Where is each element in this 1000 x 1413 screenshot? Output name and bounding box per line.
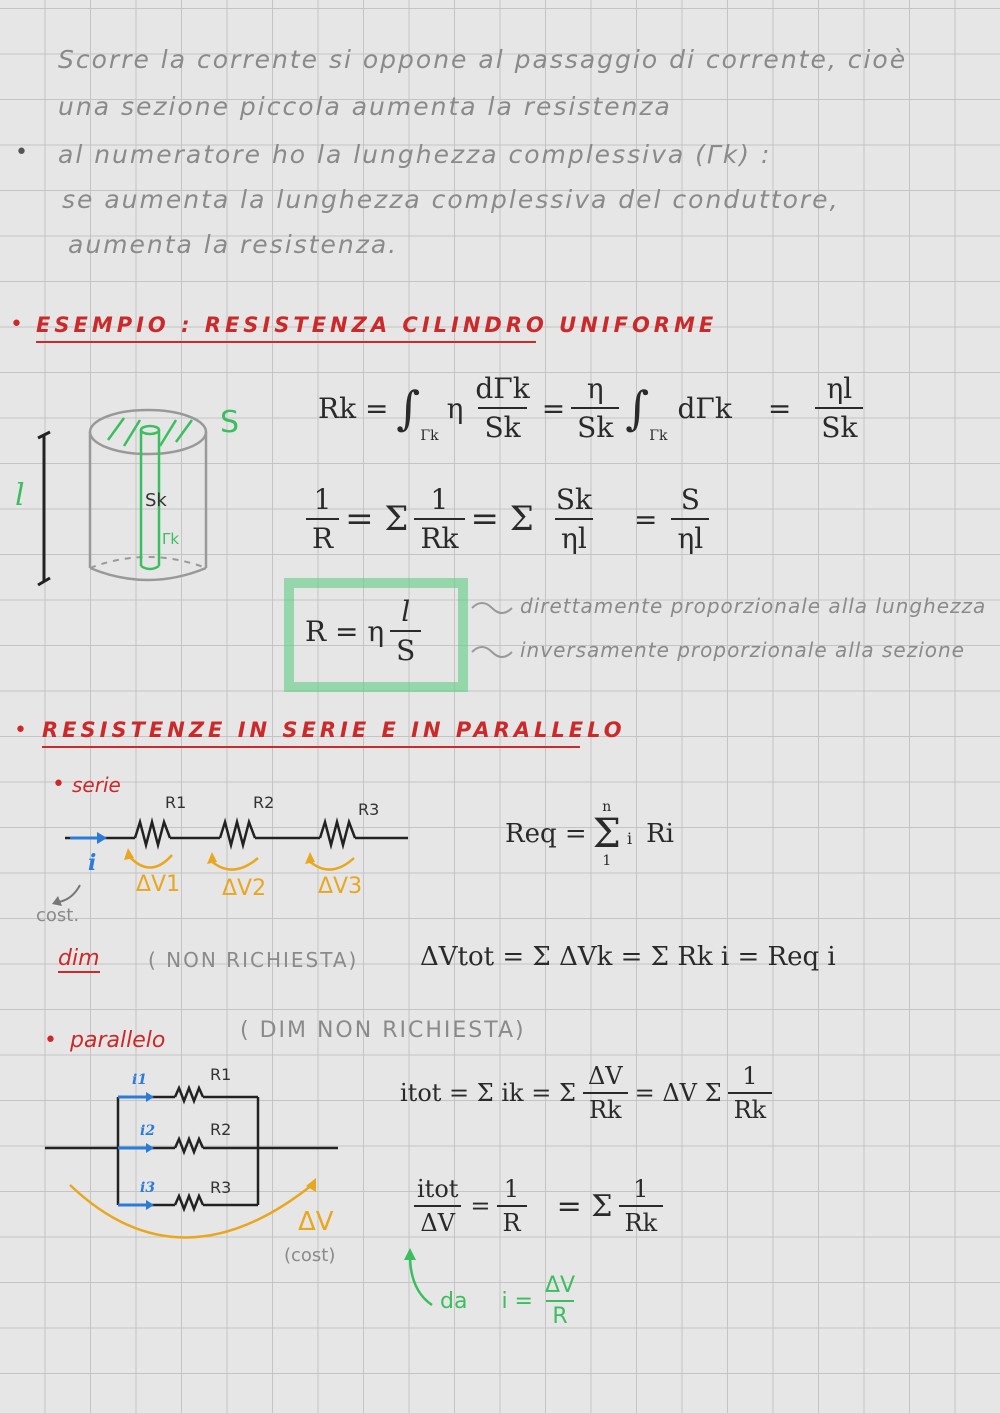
eq1-f2-den: Sk: [571, 407, 619, 444]
dim-note: ( NON RICHIESTA): [148, 948, 359, 972]
itot-f2-den: Rk: [728, 1092, 773, 1124]
serie-current: i: [88, 850, 97, 876]
req-rhs: Ri: [646, 819, 674, 849]
label-Gk: Γk: [162, 530, 180, 548]
da-num: ΔV: [545, 1273, 576, 1298]
annotation-inverse: inversamente proporzionale alla sezione: [520, 638, 965, 662]
eq1-int2-body: dΓk: [677, 391, 732, 425]
serie-r3: R3: [358, 800, 380, 819]
eq2-f1-num: 1: [313, 483, 332, 516]
sum-top: n: [602, 799, 612, 815]
annotation-direct: direttamente proporzionale alla lunghezza: [520, 594, 987, 618]
label-Sk: Sk: [145, 490, 167, 511]
eq2-f1-den: R: [306, 518, 339, 555]
label-S: S: [220, 405, 240, 440]
eq2-f3-den: ηl: [555, 518, 593, 555]
integral-icon: ∫: [625, 381, 650, 435]
p-f2-num: 1: [503, 1175, 520, 1203]
da-den: R: [546, 1300, 573, 1329]
formula-r: [305, 595, 427, 667]
eq2-f3-num: Sk: [555, 483, 592, 516]
itot-f-num: ΔV: [587, 1062, 623, 1090]
parallel-dv: ΔV: [298, 1207, 334, 1237]
note-line-3: al numeratore ho la lunghezza complessiva (Γk) :: [58, 140, 772, 169]
p-f3-den: Rk: [619, 1205, 664, 1237]
serie-r1: R1: [165, 793, 187, 812]
boxed-num: l: [401, 595, 411, 628]
da-label: da: [440, 1288, 468, 1314]
derivation-note: [440, 1273, 587, 1329]
note-line-4: se aumenta la lunghezza complessiva del conduttore,: [62, 185, 840, 214]
itot-mid: = ΔV Σ: [634, 1079, 722, 1107]
eq1-lhs: Rk =: [318, 391, 389, 425]
da-i: i =: [501, 1288, 533, 1314]
eq1-f2-num: η: [586, 372, 604, 405]
p-eq: =: [470, 1192, 491, 1220]
eq2-f4-num: S: [680, 483, 700, 516]
dim-label: dim: [58, 946, 100, 971]
note-line-2: una sezione piccola aumenta la resistenza: [58, 92, 672, 121]
eq2-f2-den: Rk: [414, 518, 464, 555]
sum-bottom: 1: [602, 853, 612, 869]
parallel-circuit: [45, 1088, 338, 1209]
eq1-f1-num: dΓk: [475, 372, 530, 405]
parallel-cost: (cost): [284, 1245, 336, 1266]
equation-inverse-r: [300, 483, 715, 555]
integral-icon: ∫: [396, 381, 421, 435]
equation-rk: [318, 372, 869, 444]
eq1-f3-num: ηl: [826, 372, 853, 405]
note-line-1: Scorre la corrente si oppone al passaggio di corrente, cioè: [58, 45, 908, 74]
eq1-int2-sub: Γk: [649, 428, 668, 444]
sum-index: i: [626, 829, 633, 848]
itot-f2-num: 1: [742, 1062, 758, 1090]
eq1-int-sub: Γk: [420, 428, 439, 444]
parallel-i3: i3: [140, 1180, 156, 1196]
eq2-equals: =: [634, 502, 658, 536]
p-f1-num: itot: [417, 1175, 459, 1203]
eq1-equals: =: [541, 391, 566, 425]
eq2-sum: = Σ: [345, 499, 409, 539]
parallelo-label: parallelo: [70, 1028, 166, 1053]
serie-dv2: ΔV2: [222, 876, 267, 901]
series-parallel-heading: RESISTENZE IN SERIE E IN PARALLELO: [42, 718, 580, 748]
eq2-f4-den: ηl: [671, 518, 709, 555]
p-f3-num: 1: [633, 1175, 649, 1203]
p-f2-den: R: [497, 1205, 527, 1237]
bullet-dot: •: [52, 772, 65, 797]
note-line-5: aumenta la resistenza.: [68, 230, 399, 259]
boxed-lhs: R = η: [305, 614, 385, 648]
series-circuit: [65, 822, 408, 845]
sum-icon: Σ: [592, 811, 621, 857]
eq2-sum-2: = Σ: [470, 499, 534, 539]
bullet-dot: •: [14, 718, 27, 743]
p-eq2: = Σ: [556, 1188, 613, 1224]
serie-label: serie: [72, 773, 121, 797]
label-l: l: [15, 478, 25, 513]
dim-formula: ΔVtot = Σ ΔVk = Σ Rk i = Req i: [420, 942, 836, 972]
itot-lhs: itot = Σ ik = Σ: [400, 1079, 576, 1107]
bullet-dot: •: [15, 140, 28, 165]
serie-r2: R2: [253, 793, 275, 812]
p-f1-den: ΔV: [414, 1205, 461, 1237]
eq1-f1-den: Sk: [478, 407, 526, 444]
eq1-eta: η: [446, 391, 464, 425]
serie-dv1: ΔV1: [136, 872, 181, 897]
serie-dv3: ΔV3: [318, 874, 363, 899]
example-heading: ESEMPIO : RESISTENZA CILINDRO UNIFORME: [36, 313, 536, 343]
parallel-i1: i1: [132, 1072, 148, 1088]
parallel-r1: R1: [210, 1065, 232, 1084]
parallel-r2: R2: [210, 1120, 232, 1139]
serie-cost: cost.: [36, 905, 80, 926]
bullet-dot: •: [44, 1028, 57, 1053]
itot-f-den: Rk: [583, 1092, 628, 1124]
eq1-equals-2: =: [767, 391, 792, 425]
parallel-r3: R3: [210, 1178, 232, 1197]
eq2-f2-num: 1: [430, 483, 449, 516]
equation-req-series: [505, 800, 674, 868]
req-lhs: Req =: [505, 819, 587, 849]
parallelo-note: ( DIM NON RICHIESTA): [240, 1018, 526, 1043]
parallel-i2: i2: [140, 1123, 156, 1139]
bullet-dot: •: [10, 312, 23, 337]
boxed-den: S: [390, 630, 421, 667]
eq1-f3-den: Sk: [815, 407, 863, 444]
equation-itot: [400, 1062, 778, 1124]
equation-parallel-r: [405, 1175, 669, 1237]
